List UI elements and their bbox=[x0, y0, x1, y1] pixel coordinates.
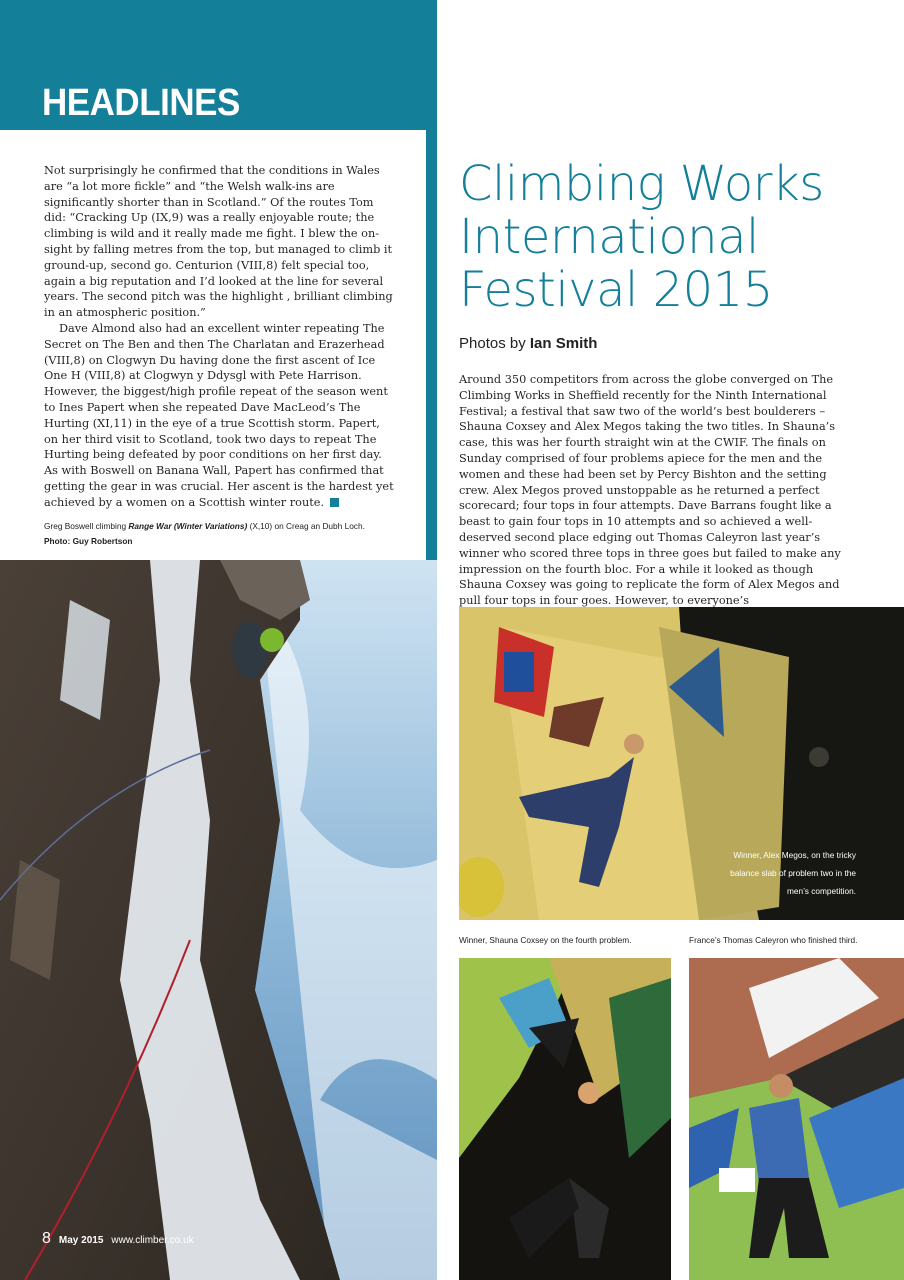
coxsey-photo bbox=[459, 958, 671, 1280]
article-body bbox=[459, 372, 854, 609]
website-url: www.climber.co.uk bbox=[111, 1235, 194, 1246]
left-paragraph-2: Dave Almond also had an excellent winter repeating The Secret on The Ben and then The Charlatan and Erazerhead (VIII,8) on Clogwyn Du having done the first ascent of Ice One H (VIII,8) at Clogwyn y Ddysgl with Pete Harrison. However, the biggest/high profile repeat of the season went to Ines Papert when she repeated Dave MacLeod’s The Hurting (XI,11) in the eye of a true Scottish storm. Papert, on her third visit to Scotland, took two days to repeat The Hurting being defeated by poor conditions on her first day. As with Boswell on Banana Wall, Papert has confirmed that getting the gear in was crucial. Her ascent is the hardest yet achieved by a women on a Scottish winter route. bbox=[44, 321, 394, 509]
article-paragraph: Around 350 competitors from across the globe converged on The Climbing Works in Sheffield recently for the Ninth International Festival; a festival that saw two of the world’s best boulderers – Shauna Coxsey and Alex Megos taking the two titles. In Shauna’s case, this was her fourth straight win at the CWIF. The finals on Sunday comprised of four problems apiece for the men and the women and these had been set by Percy Bishton and the setting crew. Alex Megos proved unstoppable as he returned a perfect scorecard; four tops in four attempts. Dave Barrans fought like a beast to gain four tops in 10 attempts and so achieved a well-deserved second place edging out Thomas Caleyron last year’s winner who scored three tops in three goes but failed to make any impression on the fourth bloc. For a while it looked as though Shauna Coxsey was going to replicate the form of Alex Megos and pull four tops in four goes. However, to everyone’s bbox=[459, 373, 841, 608]
left-paragraph-1: Not surprisingly he confirmed that the conditions in Wales are “a lot more fickle” and “the Welsh walk-ins are significantly shorter than in Scotland.” Of the routes Tom did: “Cracking Up (IX,9) was a really enjoyable route; the climbing is wild and it really made me fight. I blew the on-sight by falling metres from the top, but managed to climb it ground-up, second go. Centurion (VIII,8) felt special too, again a big reputation and I’d looked at the line for several years. The second pitch was the highlight , brilliant climbing in an atmospheric position.” bbox=[44, 164, 393, 320]
caption-line: Greg Boswell climbing Range War (Winter Variations) (X,10) on Creag an Dubh Loch. bbox=[44, 521, 365, 531]
caleyron-caption: France’s Thomas Caleyron who finished third. bbox=[689, 935, 858, 945]
photographer-name: Ian Smith bbox=[529, 335, 598, 352]
left-article-text bbox=[44, 163, 394, 511]
section-title: HEADLINES bbox=[42, 82, 240, 124]
header-band-edge bbox=[426, 130, 437, 560]
article-title: Climbing Works International Festival 2015 bbox=[459, 156, 824, 318]
article-end-marker bbox=[330, 498, 339, 507]
megos-photo bbox=[459, 607, 904, 920]
megos-caption: Winner, Alex Megos, on the tricky balance slab of problem two in the men’s competition. bbox=[730, 850, 856, 896]
ice-photo-caption bbox=[44, 519, 414, 549]
page-number: 8 bbox=[42, 1230, 51, 1247]
photo-credit: Photo: Guy Robertson bbox=[44, 536, 133, 546]
photo-byline: Photos by Ian Smith bbox=[459, 335, 598, 352]
coxsey-caption: Winner, Shauna Coxsey on the fourth problem. bbox=[459, 935, 632, 945]
ice-climbing-photo bbox=[0, 560, 437, 1280]
issue-date: May 2015 bbox=[58, 1235, 104, 1246]
page-footer bbox=[42, 1230, 194, 1248]
caleyron-photo bbox=[689, 958, 904, 1280]
caption-route-name: Range War (Winter Variations) bbox=[128, 521, 248, 531]
